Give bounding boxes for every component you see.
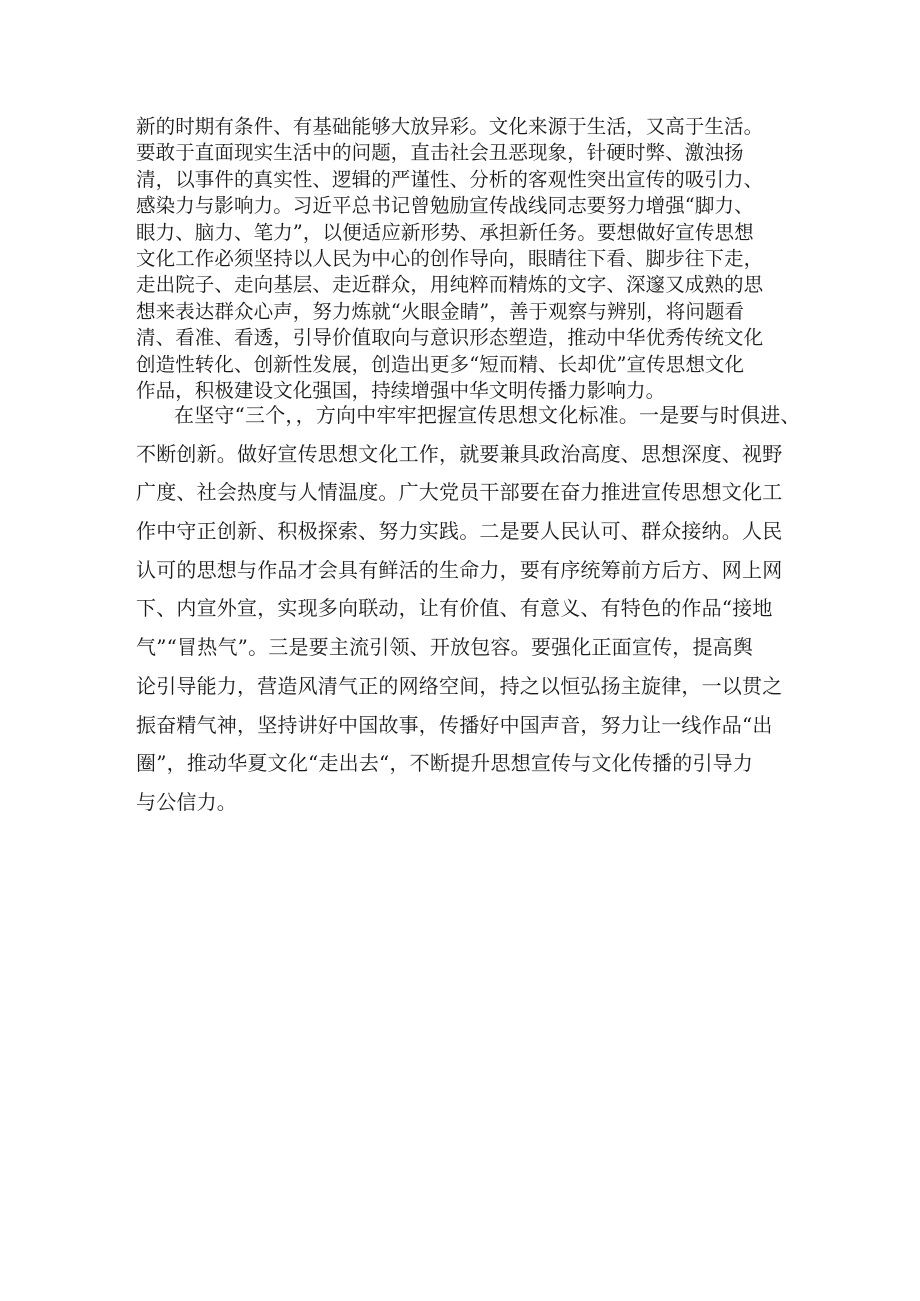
- text-line: 不断创新。做好宣传思想文化工作，就要兼具政治高度、思想深度、视野: [136, 441, 783, 466]
- text-line: 振奋精气神，坚持讲好中国故事，传播好中国声音，努力让一线作品“出: [136, 712, 773, 737]
- text-line: 广度、社会热度与人情温度。广大党员干部要在奋力推进宣传思想文化工: [136, 480, 783, 505]
- text-line: 眼力、脑力、笔力”，以便适应新形势、承担新任务。要想做好宣传思想: [136, 220, 754, 244]
- text-line: 论引导能力，营造风清气正的网络空间，持之以恒弘扬主旋律，一以贯之: [136, 673, 783, 698]
- text-line: 与公信力。: [136, 789, 237, 814]
- text-line: 在坚守“三个，，方向中牢牢把握宣传思想文化标准。一是要与时俱进、: [174, 403, 801, 427]
- text-line: 走出院子、走向基层、走近群众，用纯粹而精炼的文字、深邃又成熟的思: [136, 273, 764, 297]
- text-line: 想来表达群众心声，努力炼就“火眼金睛”，善于观察与辨别，将问题看: [136, 299, 745, 323]
- text-line: 作中守正创新、积极探索、努力实践。二是要人民认可、群众接纳。人民: [136, 519, 783, 544]
- text-line: 清、看准、看透，引导价值取向与意识形态塑造，推动中华优秀传统文化: [136, 326, 764, 350]
- text-line: 气”“冒热气”。三是要主流引领、开放包容。要强化正面宣传，提高舆: [136, 635, 754, 660]
- text-line: 圈”，推动华夏文化“走出去“，不断提升思想宣传与文化传播的引导力: [136, 751, 754, 776]
- text-line: 要敢于直面现实生活中的问题，直击社会丑恶现象，针硬时弊、激浊扬: [136, 141, 744, 165]
- text-line: 清，以事件的真实性、逻辑的严谨性、分析的客观性突出宣传的吸引力、: [136, 167, 764, 191]
- paragraph-1: [136, 114, 784, 404]
- text-line: 创造性转化、创新性发展，创造出更多“短而精、长却优”宣传思想文化: [136, 352, 745, 376]
- text-line: 文化工作必须坚持以人民为中心的创作导向，眼睛往下看、脚步往下走，: [136, 246, 764, 270]
- text-line: 作品，积极建设文化强国，持续增强中华文明传播力影响力。: [136, 378, 666, 402]
- text-line: 新的时期有条件、有基础能够大放异彩。文化来源于生活，又高于生活。: [136, 115, 764, 138]
- text-line: 感染力与影响力。习近平总书记曾勉励宣传战线同志要努力增强“脚力、: [136, 194, 754, 218]
- text-line: 下、内宣外宣，实现多向联动，让有价值、有意义、有特色的作品“接地: [136, 596, 773, 621]
- text-line: 认可的思想与作品才会具有鲜活的生命力，要有序统筹前方后方、网上网: [136, 557, 783, 582]
- paragraph-2: [136, 396, 801, 822]
